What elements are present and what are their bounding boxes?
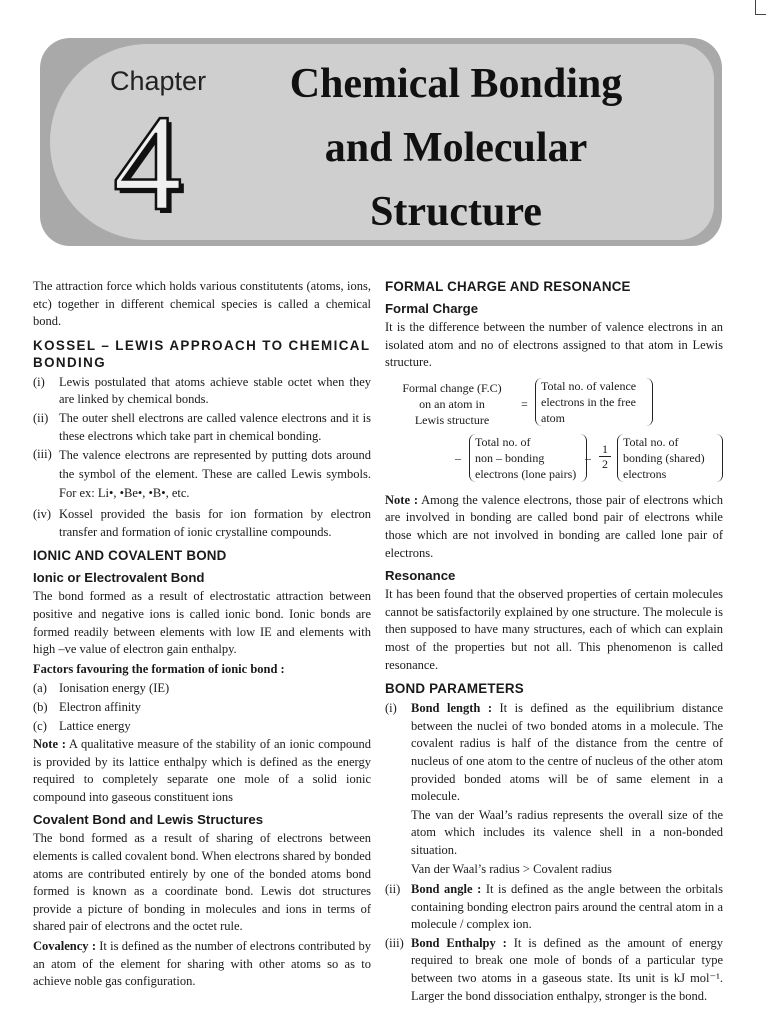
- covalency-text: It is defined as the number of electrons contributed by an atom of the element for sharing with other atoms so as to achieve noble gas configuration.: [33, 939, 371, 989]
- list-text: Lattice energy: [59, 718, 131, 733]
- intro-paragraph: The attraction force which holds various constitutents (atoms, ions, etc) together in different chemical species is called a chemical bond.: [33, 279, 371, 329]
- list-marker: (ii): [385, 882, 401, 897]
- formula-term-line: Total no. of: [475, 434, 531, 449]
- bond-enthalpy-text: It is defined as the amount of energy required to break one mole of bonds of a particular type between two atoms in a gaseous state. Its unit is kJ mol⁻¹. Larger the bond dissociation enthalpy, stronger is the bond.: [411, 935, 724, 1003]
- covalency-paragraph: [33, 938, 371, 991]
- formula-term-line: bonding (shared): [623, 450, 705, 465]
- formula-term-line: electrons (lone pairs): [475, 466, 577, 481]
- formal-charge-heading: Formal Charge: [385, 301, 479, 316]
- list-text: [411, 700, 723, 806]
- formula-term-line: electrons in the free: [541, 394, 636, 409]
- list-item: [33, 699, 371, 717]
- chapter-title: [236, 52, 676, 244]
- corner-mark: [755, 0, 766, 15]
- ionic-covalent-heading: IONIC AND COVALENT BOND: [33, 548, 227, 564]
- list-marker: (i): [385, 701, 397, 716]
- formula-term-line: non – bonding: [475, 450, 545, 465]
- list-text: The outer shell electrons are called valence electrons and it is these electrons which take part in chemical bonding.: [59, 410, 371, 443]
- list-marker: (iii): [33, 447, 52, 462]
- list-item: [385, 935, 723, 1005]
- list-text: [411, 881, 723, 934]
- left-column: [33, 278, 371, 993]
- list-text: [411, 935, 723, 1005]
- bond-enthalpy-label: Bond Enthalpy :: [411, 935, 507, 950]
- list-item: [33, 718, 371, 736]
- list-marker: (i): [33, 374, 45, 389]
- bond-angle-label: Bond angle :: [411, 882, 482, 897]
- list-text: The valence electrons are represented by putting dots around the symbol of the element. These are called Lewis symbols. For ex: Li•, •Be•, •B•, etc.: [59, 448, 371, 501]
- list-item: [33, 374, 371, 409]
- formula-term-line: Total no. of: [623, 434, 679, 449]
- bond-length-label: Bond length :: [411, 701, 493, 716]
- list-item: [385, 700, 723, 806]
- note-text: A qualitative measure of the stability of an ionic compound is provided by its lattice enthalpy which is defined as the energy required to completely separate one mole of a solid ionic compound into gaseous constituent ions: [33, 737, 371, 804]
- covalent-heading: Covalent Bond and Lewis Structures: [33, 812, 264, 828]
- formula-term-nonbonding: [469, 434, 587, 482]
- list-text: Ionisation energy (IE): [59, 681, 170, 696]
- ionic-paragraph: The bond formed as a result of electrostatic attraction between positive and negative ions is called ionic bond. Ionic bonds are formed readily between elements with low IE and elements with high –ve value of electron gain enthalpy.: [33, 589, 371, 657]
- formula-equals: =: [521, 396, 528, 411]
- bond-angle-text: It is defined as the angle between the orbitals containing bonding electron pairs around the central atom in a molecule / complex ion.: [411, 882, 723, 932]
- factors-heading: [33, 661, 371, 679]
- list-marker: (b): [33, 699, 48, 714]
- list-marker: (iii): [385, 935, 404, 950]
- formula-term-line: atom: [541, 410, 565, 425]
- formula-term-line: electrons: [623, 466, 667, 481]
- formula-term-line: Total no. of valence: [541, 378, 637, 393]
- ionic-heading: Ionic or Electrovalent Bond: [33, 570, 205, 586]
- bond-length-text: It is defined as the equilibrium distance between the nuclei of two bonded atoms in a molecule. The covalent radius is half of the distance from the centre of nucleus of one atom to the centre of nucleus of the other atom provided bonded atoms will be of same element in a molecule.: [411, 701, 723, 804]
- list-marker: (iv): [33, 507, 52, 522]
- formula-lhs-line: Lewis structure: [414, 412, 490, 427]
- formula-term-bonding: [617, 434, 723, 482]
- chapter-number: 4: [113, 86, 182, 239]
- formula-lhs: [397, 380, 507, 428]
- resonance-paragraph: It has been found that the observed properties of certain molecules cannot be satisfactorily explained by one structure. The molecule is then supposed to have many structures, each of which can explain most of the properties but not all. This phenomenon is called resonance.: [385, 587, 723, 672]
- formula-minus: –: [585, 450, 591, 465]
- formal-charge-resonance-heading: FORMAL CHARGE AND RESONANCE: [385, 279, 631, 294]
- note-label: Note :: [33, 737, 66, 752]
- fraction-numerator: 1: [602, 441, 608, 456]
- list-marker: (ii): [33, 410, 49, 425]
- chapter-title-line-1: Chemical Bonding: [289, 61, 623, 107]
- resonance-heading: Resonance: [385, 568, 456, 584]
- formula-lhs-line: on an atom in: [419, 396, 485, 411]
- formal-charge-paragraph: It is the difference between the number of valence electrons in an isolated atom and no of electrons assigned to that atom in Lewis structure.: [385, 320, 723, 370]
- covalency-label: Covalency :: [33, 939, 96, 954]
- list-marker: (c): [33, 718, 47, 733]
- chapter-title-line-3: Structure: [370, 189, 542, 235]
- list-text: Kossel provided the basis for ion formation by electron transfer and formation of ionic crystalline compounds.: [59, 507, 371, 539]
- chapter-label: Chapter: [110, 66, 207, 96]
- note-label: Note :: [385, 492, 418, 507]
- formal-charge-note: [385, 492, 723, 562]
- right-column: [385, 278, 723, 1006]
- kossel-heading: KOSSEL – LEWIS APPROACH TO CHEMICAL BONDING: [33, 337, 371, 370]
- bond-parameters-heading: BOND PARAMETERS: [385, 681, 524, 697]
- list-item: [33, 506, 371, 541]
- list-text: Lewis postulated that atoms achieve stable octet when they are linked by chemical bonds.: [59, 374, 371, 407]
- formula-minus: –: [455, 450, 461, 465]
- formula-term-valence: [535, 378, 653, 426]
- formal-charge-formula: [385, 376, 723, 488]
- factors-heading-text: Factors favouring the formation of ionic bond :: [33, 661, 285, 676]
- list-item: [33, 446, 371, 503]
- list-item: [385, 881, 723, 934]
- covalent-paragraph: The bond formed as a result of sharing of electrons between elements is called covalent bond. When electrons shared by bonded atoms are contributed entirely by one of the bonded atoms bond formed is known as a coordinate bond. Lewis dot structures provide a picture of bonding in molecules and ions in terms of shared pair of electrons and the octet rule.: [33, 831, 371, 934]
- chapter-title-line-2: and Molecular: [324, 125, 588, 171]
- list-marker: (a): [33, 681, 47, 696]
- van-der-waals-paragraph: The van der Waal’s radius represents the overall size of the atom which includes its valence shell in a non-bonded situation.: [411, 807, 723, 857]
- radius-comparison: Van der Waal’s radius > Covalent radius: [411, 862, 612, 877]
- fraction-denominator: 2: [599, 456, 611, 471]
- list-item: [33, 680, 371, 698]
- note-text: Among the valence electrons, those pair of electrons which are involved in bonding are called bond pair of electrons while those which are not involved in bonding are called lone pair of electrons.: [385, 492, 723, 560]
- formula-fraction: [599, 442, 611, 471]
- list-text: Electron affinity: [59, 699, 142, 714]
- ionic-note: [33, 736, 371, 806]
- list-item: [33, 410, 371, 445]
- formula-lhs-line: Formal change (F.C): [402, 380, 502, 395]
